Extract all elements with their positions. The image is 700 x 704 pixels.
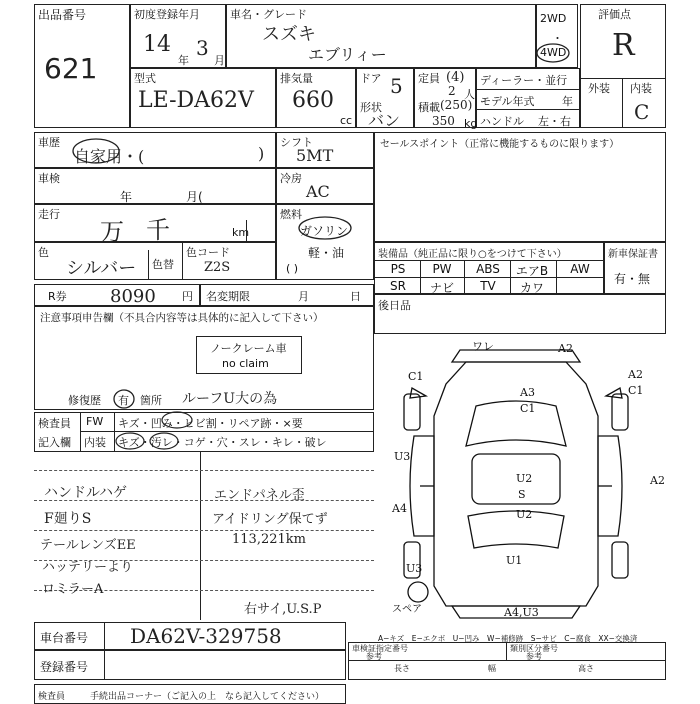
mark-ware: ワレ [472, 340, 494, 353]
mileage-label: 走行 [38, 208, 60, 221]
handle-value: 左・右 [538, 115, 571, 128]
grade-value: R [612, 28, 635, 63]
fuel-paren: ( ) [286, 262, 299, 275]
history-circle [70, 136, 122, 166]
inspector-label2: 記入欄 [38, 436, 71, 449]
model-code-label: 型式 [134, 72, 156, 85]
equip-sr: SR [390, 279, 406, 293]
dims-width: 幅 [488, 664, 496, 673]
lot-label: 出品番号 [38, 8, 87, 22]
mileage-sen: 千 [146, 216, 170, 244]
color-label: 色 [38, 246, 49, 259]
aircon-label: 冷房 [280, 172, 302, 185]
equipment-label: 装備品（純正品に限り○をつけて下さい） [378, 249, 567, 260]
shift-value: 5MT [296, 146, 334, 165]
int-value: C [634, 100, 650, 124]
later-box [374, 294, 666, 334]
shift-label: シフト [280, 136, 313, 149]
repair-circle [112, 388, 136, 410]
int-items: キズ・汚レ・コゲ・穴・スレ・キレ・破レ [118, 436, 327, 449]
spare-label: スペア [392, 604, 422, 615]
year-suffix: 年 [178, 54, 189, 67]
drive-4wd: 4WD [540, 46, 567, 59]
dealer-label: ディーラー・並行 [480, 74, 568, 87]
fuel-label: 燃料 [280, 208, 302, 221]
doors-label: ドア [360, 72, 382, 85]
first-reg-month: 3 [196, 36, 209, 60]
mark-a2-top: A2 [558, 342, 573, 355]
remark-left-1: ハンドルハゲ [44, 485, 128, 501]
load-unit: kg [464, 117, 478, 130]
car-name-label: 車名・グレード [230, 8, 307, 21]
noclaim-text-en: no claim [222, 357, 269, 370]
name-change-month: 月 [298, 290, 309, 303]
grade-label: 評価点 [598, 8, 631, 21]
repair-mark: 有 [118, 394, 129, 407]
footer-label: 検査員 [38, 692, 66, 702]
history-value: 自家用・( [74, 147, 145, 166]
mark-a4u3: A4,U3 [504, 606, 539, 619]
dims-height: 高さ [578, 664, 594, 673]
recycle-value: 8090 [110, 286, 156, 307]
grade-box [580, 4, 666, 128]
int-label2: 内装 [84, 436, 106, 449]
mark-a4-left: A4 [392, 502, 407, 515]
equip-navi: ナビ [429, 281, 454, 295]
mileage-unit: km [232, 226, 250, 239]
recycle-label: R券 [48, 290, 67, 303]
history-label: 車歴 [38, 136, 60, 149]
mark-c1-center: C1 [520, 402, 536, 415]
shaken-box [34, 168, 276, 204]
legend: A−キズ E−エクボ U−凹み W−補修跡 S−サビ C−腐食 XX−交換済 [378, 634, 638, 643]
drive-circle [535, 42, 571, 64]
fw-items: キズ・凹み・ヒビ割・リペア跡・×要 [118, 417, 303, 430]
drive-dot: ・ [552, 32, 563, 45]
history-close: ) [258, 144, 265, 163]
model-year-label: モデル年式 [480, 95, 535, 108]
remark-left-5: ロミラーA [42, 582, 104, 597]
mark-a2-side: A2 [650, 474, 665, 487]
mark-u2: U2 [516, 472, 533, 485]
drive-2wd: 2WD [540, 12, 567, 25]
remark-left-3: テールレンズEE [40, 538, 136, 553]
load-value2: 350 [432, 114, 455, 128]
int-circle [114, 430, 182, 452]
displacement-unit: cc [340, 114, 353, 127]
fuel-diesel: 軽・油 [308, 246, 345, 260]
fuel-gasoline: ガソリン [300, 224, 349, 238]
equip-airbag: エアB [515, 264, 549, 278]
mileage-man: 万 [100, 218, 124, 246]
noclaim-text: ノークレーム車 [210, 342, 287, 355]
handle-label: ハンドル [480, 115, 524, 128]
month-suffix: 月 [214, 54, 225, 67]
doors-value: 5 [390, 74, 403, 98]
model-year-unit: 年 [562, 95, 573, 108]
first-reg-year: 14 [143, 32, 171, 57]
first-reg-label: 初度登録年月 [134, 8, 200, 21]
warranty-value: 有・無 [614, 272, 651, 286]
fw-label: FW [86, 415, 104, 428]
shaken-year: 年 [120, 190, 133, 204]
int-label: 内装 [630, 82, 652, 95]
dims-length: 長さ [394, 664, 410, 673]
shaken-month: 月( [186, 190, 203, 204]
color-code-label: 色コード [186, 246, 230, 259]
remark-left-2: F廻りS [44, 511, 92, 527]
equip-ps: PS [390, 262, 406, 276]
mark-u3-left: U3 [394, 450, 411, 463]
inspector-label: 検査員 [38, 417, 71, 430]
chassis-value: DA62V-329758 [130, 624, 282, 648]
equip-aw: AW [570, 262, 590, 276]
shape-value: バン [368, 111, 401, 130]
remark-right-2: アイドリング保てず [212, 512, 328, 527]
repaint-label: 色替 [152, 258, 174, 271]
lot-number: 621 [44, 52, 98, 85]
load-label: 積載 [418, 101, 440, 114]
color-code-value: Z2S [204, 260, 231, 275]
ext-label: 外装 [588, 82, 610, 95]
dims-label2: 類別区分番号 [510, 644, 558, 653]
later-label: 後日品 [378, 299, 411, 312]
repair-value: ルーフU大の為 [182, 391, 278, 407]
remark-right-1: エンドパネル歪 [214, 488, 305, 503]
capacity-label: 定員 [418, 72, 440, 85]
equip-abs: ABS [476, 262, 500, 276]
mark-u3-rear: U3 [406, 562, 423, 575]
footer-text: 手続出品コーナー（ご記入の上 なら記入してください） [90, 692, 325, 702]
car-diagram [376, 336, 666, 620]
fw-circle [160, 410, 194, 430]
registration-label: 登録番号 [40, 660, 89, 674]
mark-c1-right: C1 [628, 384, 644, 397]
capacity-value: (4) [446, 70, 465, 85]
mark-c1-left: C1 [408, 370, 424, 383]
remark-left-4: ハッテリーより [42, 560, 134, 575]
chassis-label: 車台番号 [40, 631, 89, 645]
mark-u1: U1 [506, 554, 523, 567]
name-change-day: 日 [350, 290, 361, 303]
capacity-unit: 人 [464, 88, 475, 101]
remark-right-4: 右サイ,U.S.P [244, 602, 322, 617]
color-value: シルバー [66, 258, 137, 279]
displacement-label: 排気量 [280, 72, 313, 85]
mark-a3: A3 [520, 386, 535, 399]
shaken-label: 車検 [38, 172, 60, 185]
repair-place: 箇所 [140, 394, 162, 407]
warranty-label: 新車保証書 [608, 249, 658, 260]
capacity-value2: 2 [448, 84, 456, 98]
mark-s: S [518, 488, 526, 501]
dims-sub2: 参考 [526, 652, 542, 661]
dims-label: 車検証指定番号 [352, 644, 408, 653]
equip-leather: カワ [519, 281, 544, 295]
equip-tv: TV [480, 279, 496, 293]
aircon-value: AC [306, 182, 330, 201]
remark-right-3: 113,221km [232, 532, 306, 547]
fuel-circle [296, 214, 354, 242]
car-maker: スズキ [262, 24, 316, 45]
displacement-value: 660 [292, 88, 334, 113]
notes-label: 注意事項申告欄（不具合内容等は具体的に記入して下さい） [40, 312, 324, 324]
equip-pw: PW [432, 262, 452, 276]
name-change-label: 名変期限 [206, 290, 250, 303]
recycle-unit: 円 [182, 290, 193, 303]
model-code-value: LE-DA62V [138, 88, 254, 113]
mark-u2-rear: U2 [516, 508, 533, 521]
shape-label: 形状 [360, 101, 382, 114]
car-model: エブリィー [308, 45, 387, 64]
sales-point-label: セールスポイント（正常に機能するものに限ります） [380, 139, 620, 150]
repair-label: 修復歴 [68, 394, 101, 407]
mark-a2-right: A2 [628, 368, 643, 381]
load-value: (250) [440, 98, 473, 112]
dims-sub: 参考 [366, 652, 382, 661]
